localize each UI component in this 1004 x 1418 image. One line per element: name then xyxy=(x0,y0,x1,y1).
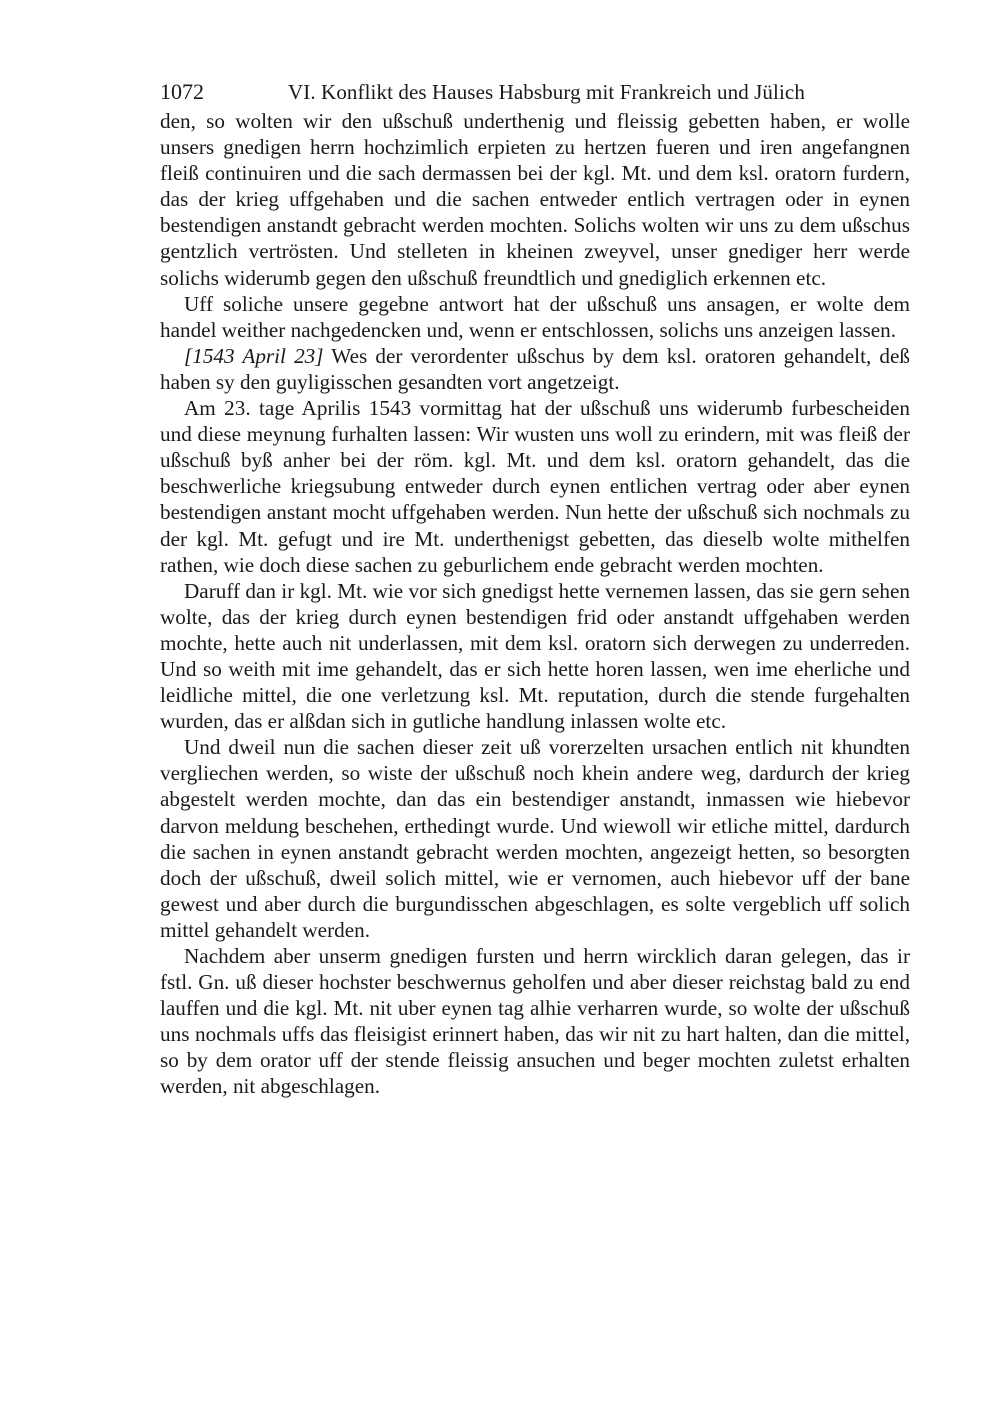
paragraph: Am 23. tage Aprilis 1543 vormittag hat der ußschuß uns widerumb furbescheiden und diese meynung furhalten lassen: Wir wusten uns woll zu erindern, mit was fleiß der ußschuß byß anher bei der röm. kgl. Mt. und dem ksl. oratorn gehandelt, das die beschwerliche kriegsubung entweder durch eynen entlichen vertrag oder aber eynen bestendigen anstant mocht uffgehaben werden. Nun hette der ußschuß sich nochmals zu der kgl. Mt. gefugt und ire Mt. underthenigst gebetten, das dieselb wolte mithelfen rathen, wie doch diese sachen zu geburlichem ende gebracht werden mochten. xyxy=(160,396,910,577)
paragraph: den, so wolten wir den ußschuß underthenig und fleissig gebetten haben, er wolle unsers gnedigen herrn hochzimlich erpieten zu hertzen fueren und iren angefangnen fleiß continuiren und die sach dermassen bei der kgl. Mt. und dem ksl. oratorn furdern, das der krieg uffgehaben und die sachen entweder entlich vertragen oder in eynen bestendigen anstandt gebracht werden mochten. Solichs wolten wir uns zu dem ußschus gentzlich vertrösten. Und stelleten in kheinen zweyvel, unser gnediger herr werde solichs widerumb gegen den ußschuß freundtlich und gnediglich erkennen etc. xyxy=(160,109,910,290)
paragraph: Uff soliche unsere gegebne antwort hat der ußschuß uns ansagen, er wolte dem handel weither nachgedencken und, wenn er entschlossen, solichs uns anzeigen lassen. xyxy=(160,291,910,342)
running-header xyxy=(160,76,910,108)
paragraph: Nachdem aber unserm gnedigen fursten und herrn wircklich daran gelegen, das ir fstl. Gn. uß dieser hochster beschwernus geholfen und aber dieser reichstag bald zu end lauffen und die kgl. Mt. nit uber eynen tag alhie verharren wurde, so wolte der ußschuß uns nochmals uffs das fleisigist erinnert haben, das wir nit zu hart halten, dan die mittel, so by dem orator uff der stende fleissig ansuchen und beger mochten zuletst erhalten werden, nit abgeschlagen. xyxy=(160,944,910,1099)
page-number: 1072 xyxy=(160,79,204,104)
marginal-date-note: [1543 April 23] xyxy=(184,343,324,368)
running-header-title: VI. Konflikt des Hauses Habsburg mit Frankreich und Jülich xyxy=(288,80,805,104)
paragraph: Und dweil nun die sachen dieser zeit uß vorerzelten ursachen entlich nit khundten vergliechen werden, so wiste der ußschuß noch khein andere weg, dardurch der krieg abgestelt werden mochte, dan das ein bestendiger anstandt, inmassen wie hiebevor darvon meldung beschehen, erthedingt wurde. Und wiewoll wir etliche mittel, dardurch die sachen in eynen anstandt gebracht werden mochten, angezeigt hetten, so besorgten doch der ußschuß, dweil solich mittel, wie er vernomen, auch hiebevor uff der bane gewest und aber durch die burgundisschen abgeschlagen, es solte vergeblich uff solich mittel gehandelt werden. xyxy=(160,735,910,942)
document-page xyxy=(160,76,910,1100)
paragraph-text: Wes der verordenter ußschus by dem ksl. oratoren gehandelt, deß haben sy den guyligisschen gesandten vort angetzeigt. xyxy=(160,343,910,394)
body-text xyxy=(160,108,910,1100)
paragraph: Daruff dan ir kgl. Mt. wie vor sich gnedigst hette vernemen lassen, das sie gern sehen wolte, das der krieg durch eynen bestendigen frid oder anstandt uffgehaben werden mochte, hette auch nit underlassen, mit dem ksl. oratorn sich derwegen zu underreden. Und so weith mit ime gehandelt, das er sich hette horen lassen, wen ime eherliche und leidliche mittel, die one verletzung ksl. Mt. reputation, durch die stende furgehalten wurden, das er alßdan sich in gutliche handlung inlassen wolte etc. xyxy=(160,578,910,734)
paragraph-with-date-note xyxy=(160,343,910,395)
